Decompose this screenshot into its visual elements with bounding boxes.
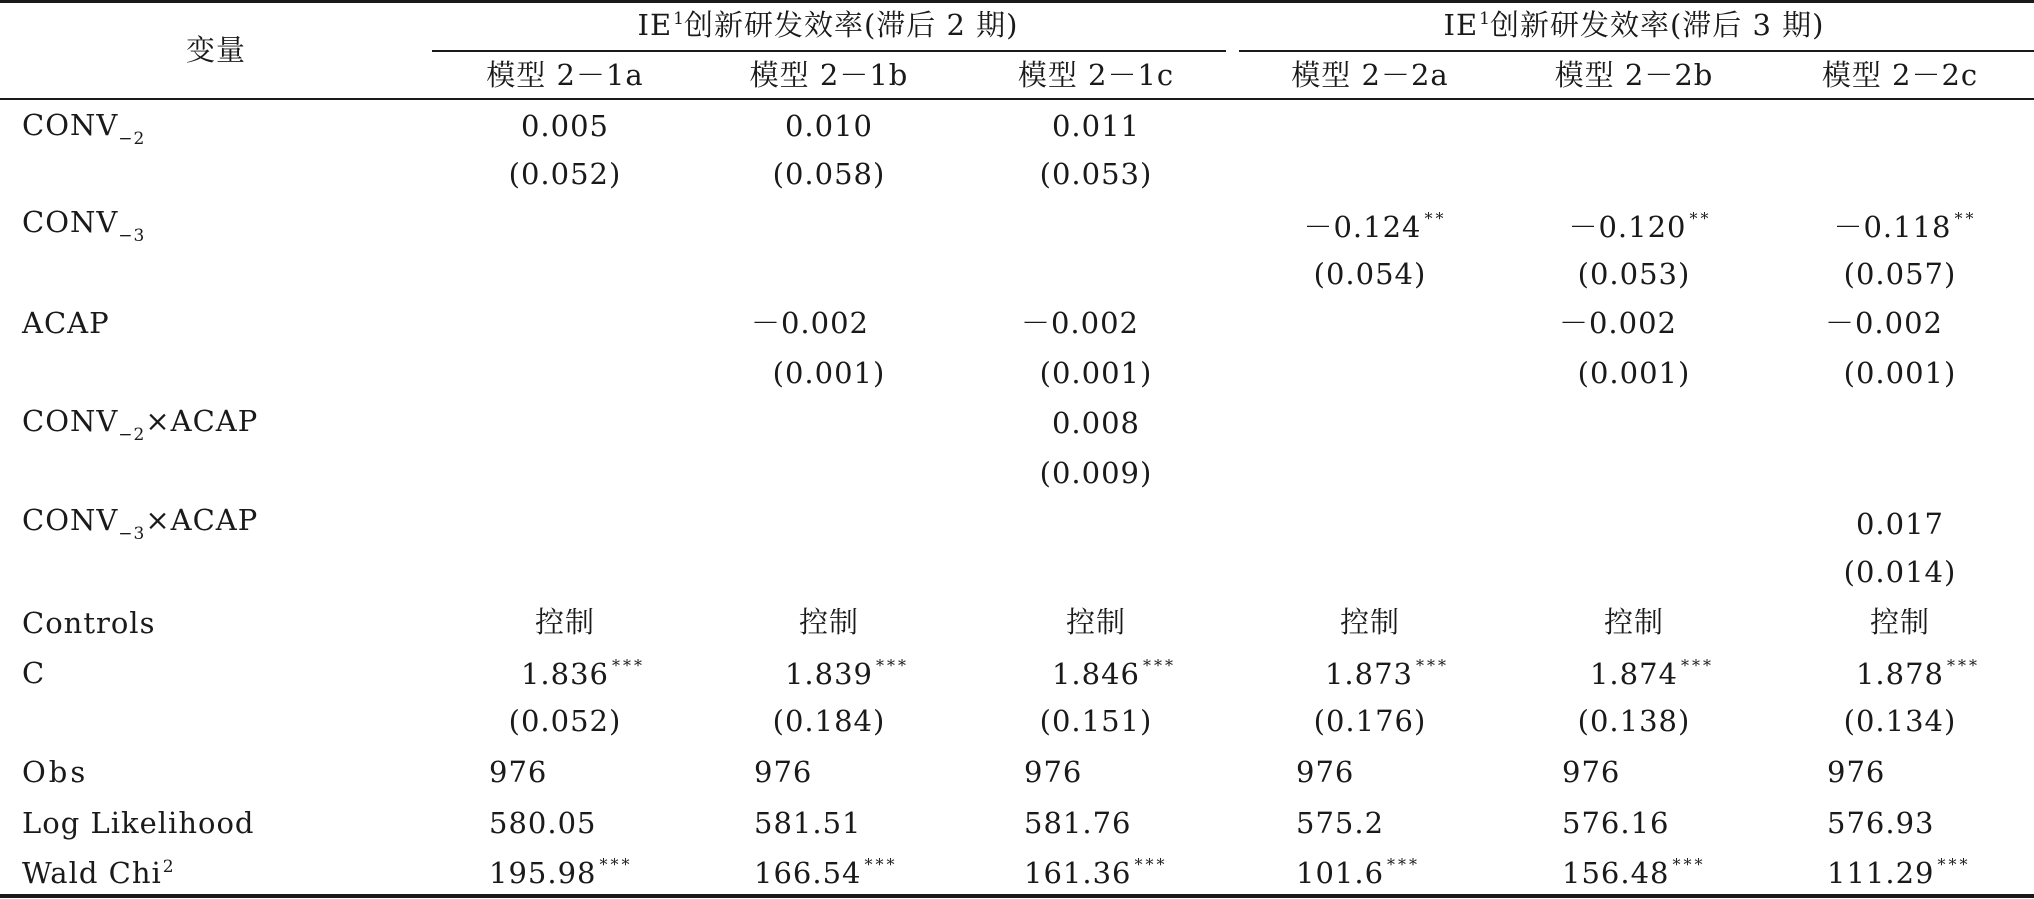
se-cell: (0.138) xyxy=(1577,704,1691,738)
coef-cell xyxy=(521,657,645,696)
controls-cell: 控制 xyxy=(1339,605,1401,639)
coef-cell: －0.002 xyxy=(1020,306,1140,340)
se-cell: (0.134) xyxy=(1843,704,1957,738)
loglik-cell: 580.05 xyxy=(489,806,597,840)
se-cell: (0.053) xyxy=(1577,257,1691,291)
se-cell: (0.176) xyxy=(1313,704,1427,738)
obs-cell: 976 xyxy=(1827,755,1886,789)
model-header: 模型 2－1c xyxy=(1017,58,1175,92)
loglik-cell: 576.93 xyxy=(1827,806,1935,840)
conv-label: CONV xyxy=(22,108,119,142)
interaction-suffix: ×ACAP xyxy=(145,404,259,438)
group2-title: 创新研发效率(滞后 3 期) xyxy=(1489,8,1825,42)
wald-value: 166.54 xyxy=(754,856,862,890)
wald-cell xyxy=(489,856,632,895)
lag-subscript: −2 xyxy=(118,425,146,445)
controls-cell: 控制 xyxy=(1065,605,1127,639)
model-header: 模型 2－2b xyxy=(1554,58,1714,92)
model-header: 模型 2－1b xyxy=(749,58,909,92)
coef-cell xyxy=(1833,210,1976,249)
group1-superscript: 1 xyxy=(673,9,684,29)
loglik-cell: 581.76 xyxy=(1024,806,1132,840)
coef-cell: －0.002 xyxy=(1558,306,1678,340)
wald-value: 156.48 xyxy=(1562,856,1670,890)
wald-cell xyxy=(1827,856,1970,895)
coef-cell: 0.010 xyxy=(784,109,874,143)
loglik-cell: 575.2 xyxy=(1296,806,1385,840)
significance-stars: *** xyxy=(1416,656,1450,675)
controls-cell: 控制 xyxy=(1869,605,1931,639)
row-label-c: C xyxy=(22,656,46,690)
coef-value: －0.124 xyxy=(1303,210,1422,244)
wald-cell xyxy=(1562,856,1705,895)
controls-cell: 控制 xyxy=(798,605,860,639)
row-label-obs: Obs xyxy=(22,755,89,789)
coef-cell: 0.008 xyxy=(1051,406,1141,440)
row-label-conv2-acap xyxy=(22,404,258,443)
significance-stars: ** xyxy=(1954,209,1977,228)
se-cell: (0.052) xyxy=(508,704,622,738)
group1-underline xyxy=(432,50,1226,52)
model-header: 模型 2－2c xyxy=(1821,58,1979,92)
coef-value: 1.846 xyxy=(1051,657,1141,691)
significance-stars: *** xyxy=(1672,855,1706,874)
significance-stars: ** xyxy=(1689,209,1712,228)
interaction-suffix: ×ACAP xyxy=(145,503,259,537)
se-cell: (0.052) xyxy=(508,157,622,191)
coef-value: －0.120 xyxy=(1568,210,1687,244)
wald-value: 195.98 xyxy=(489,856,597,890)
obs-cell: 976 xyxy=(754,755,813,789)
conv-label: CONV xyxy=(22,503,119,537)
wald-label: Wald Chi xyxy=(22,856,162,890)
coef-cell xyxy=(785,657,909,696)
significance-stars: *** xyxy=(1387,855,1421,874)
group2-prefix: IE xyxy=(1443,8,1479,42)
row-label-conv3-acap xyxy=(22,503,258,542)
lag-subscript: −3 xyxy=(118,226,146,246)
significance-stars: *** xyxy=(1143,656,1177,675)
group2-superscript: 1 xyxy=(1479,9,1490,29)
squared-superscript: 2 xyxy=(162,857,174,877)
significance-stars: *** xyxy=(1134,855,1168,874)
top-rule xyxy=(0,0,2034,3)
row-label-wald-chi2 xyxy=(22,856,174,895)
coef-cell xyxy=(1303,210,1446,249)
significance-stars: *** xyxy=(1937,855,1971,874)
se-cell: (0.001) xyxy=(1843,356,1957,390)
lag-subscript: −2 xyxy=(118,129,146,149)
se-cell: (0.054) xyxy=(1313,257,1427,291)
coef-cell xyxy=(1325,657,1449,696)
se-cell: (0.053) xyxy=(1039,157,1153,191)
significance-stars: *** xyxy=(1681,656,1715,675)
coef-cell: －0.002 xyxy=(750,306,870,340)
controls-cell: 控制 xyxy=(1603,605,1665,639)
se-cell: (0.009) xyxy=(1039,456,1153,490)
coef-value: 1.878 xyxy=(1855,657,1945,691)
lag-subscript: −3 xyxy=(118,524,146,544)
significance-stars: ** xyxy=(1424,209,1447,228)
se-cell: (0.058) xyxy=(772,157,886,191)
group1-prefix: IE xyxy=(637,8,673,42)
model-header: 模型 2－1a xyxy=(486,58,644,92)
se-cell: (0.001) xyxy=(1039,356,1153,390)
group2-underline xyxy=(1239,50,2034,52)
significance-stars: *** xyxy=(1947,656,1981,675)
se-cell: (0.184) xyxy=(772,704,886,738)
coef-cell: 0.005 xyxy=(520,109,610,143)
significance-stars: *** xyxy=(612,656,646,675)
loglik-cell: 576.16 xyxy=(1562,806,1670,840)
group1-title: 创新研发效率(滞后 2 期) xyxy=(683,8,1019,42)
loglik-cell: 581.51 xyxy=(754,806,862,840)
wald-cell xyxy=(754,856,897,895)
model-header: 模型 2－2a xyxy=(1291,58,1449,92)
row-label-log-likelihood: Log Likelihood xyxy=(22,806,255,840)
coef-cell: 0.017 xyxy=(1855,507,1945,541)
bottom-rule xyxy=(0,894,2034,898)
obs-cell: 976 xyxy=(1024,755,1083,789)
obs-cell: 976 xyxy=(1296,755,1355,789)
row-label-conv2 xyxy=(22,108,145,147)
se-cell: (0.001) xyxy=(1577,356,1691,390)
significance-stars: *** xyxy=(864,855,898,874)
significance-stars: *** xyxy=(876,656,910,675)
se-cell: (0.151) xyxy=(1039,704,1153,738)
coef-value: －0.118 xyxy=(1833,210,1952,244)
coef-cell xyxy=(1590,657,1714,696)
coef-cell xyxy=(1568,210,1711,249)
obs-cell: 976 xyxy=(489,755,548,789)
se-cell: (0.057) xyxy=(1843,257,1957,291)
se-cell: (0.014) xyxy=(1843,555,1957,589)
coef-value: 1.836 xyxy=(520,657,610,691)
coef-cell xyxy=(1856,657,1980,696)
coef-cell: 0.011 xyxy=(1051,109,1141,143)
row-label-conv3 xyxy=(22,205,145,244)
wald-cell xyxy=(1296,856,1420,895)
wald-value: 101.6 xyxy=(1296,856,1385,890)
wald-cell xyxy=(1024,856,1167,895)
header-bottom-rule xyxy=(0,98,2034,100)
group1-header xyxy=(638,8,1019,47)
se-cell: (0.001) xyxy=(772,356,886,390)
row-label-acap: ACAP xyxy=(22,306,110,340)
wald-value: 111.29 xyxy=(1827,856,1935,890)
obs-cell: 976 xyxy=(1562,755,1621,789)
coef-value: 1.874 xyxy=(1589,657,1679,691)
coef-cell xyxy=(1052,657,1176,696)
coef-value: 1.839 xyxy=(784,657,874,691)
variable-column-header: 变量 xyxy=(185,33,247,67)
significance-stars: *** xyxy=(599,855,633,874)
conv-label: CONV xyxy=(22,404,119,438)
conv-label: CONV xyxy=(22,205,119,239)
group2-header xyxy=(1444,8,1825,47)
coef-cell: －0.002 xyxy=(1824,306,1944,340)
coef-value: 1.873 xyxy=(1324,657,1414,691)
row-label-controls: Controls xyxy=(22,606,156,640)
wald-value: 161.36 xyxy=(1024,856,1132,890)
controls-cell: 控制 xyxy=(534,605,596,639)
